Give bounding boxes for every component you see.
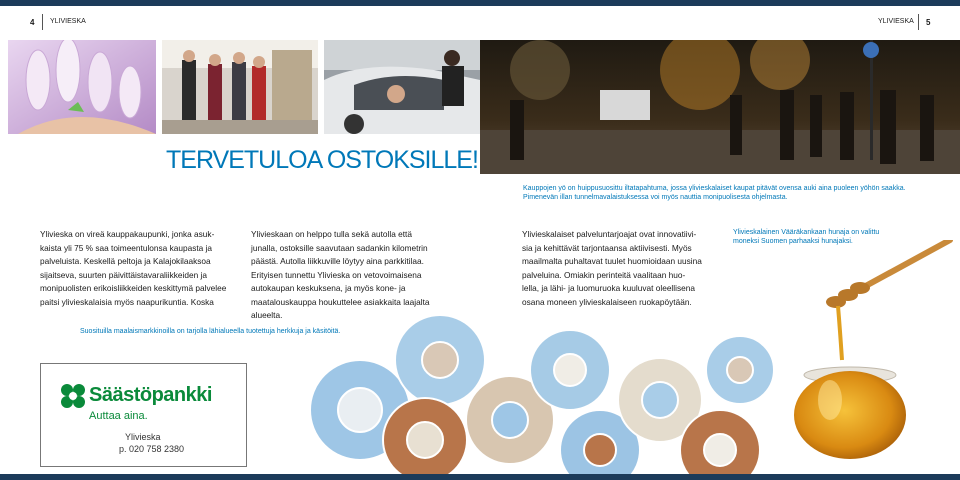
top-bar [0,0,960,6]
page-headline: TERVETULOA OSTOKSILLE! [166,146,478,174]
honey-jar-image [780,240,960,474]
caption-line: Ylivieskalainen Vääräkankaan hunaja on valittu [733,229,880,236]
shoppers-photo [162,40,318,134]
text-line: lella, ja lähi- ja luomuruoka kuuluvat oleellisena [522,283,695,293]
header-divider [918,14,919,30]
text-line: Ylivieska on vireä kauppakaupunki, jonka asuk- [40,229,215,239]
bank-slogan: Auttaa aina. [89,410,148,422]
bank-brand: Säästöpankki [89,384,212,406]
text-line: sijaitseva, suurten päivittäistavaraliikkeiden ja [40,269,207,280]
bank-phone: p. 020 758 2380 [119,444,185,454]
car-photo [324,40,480,134]
header-divider [42,14,43,30]
text-line: maailmalta puhaltavat tuulet huomioidaan uusina [522,256,702,266]
text-line: päästä. Autolla liikkuville löytyy aina parkkitilaa. [251,256,424,266]
text-line: osana moneen ylivieskalaiseen ruokapöytään. [522,296,692,307]
bank-logo-icon [59,382,87,410]
crochet-caption: Suosituilla maalaismarkkinoilla on tarjolla lähialueella tuotettuja herkkuja ja käsitöitä. [80,328,341,335]
right-page-number: 5 [926,18,931,27]
left-running-head: YLIVIESKA [50,18,86,25]
night-street-photo [480,40,960,174]
text-line: sia ja kehittävät tarjontaansa aktiivisesti. Myös [522,242,692,253]
crochet-doilies-image [300,300,780,474]
nails-photo [8,40,156,134]
text-line: maatalouskauppa houkuttelee asiakkaita laajalta [251,296,430,307]
text-line: paitsi ylivieskalaisia myös naapurikuntia. Koska [40,296,214,307]
bank-town: Ylivieska [125,432,161,442]
text-line: autokaupan keskuksena, ja myös kone- ja [251,283,406,293]
text-line: kaista yli 75 % saa toimeentulonsa kaupasta ja [40,242,213,253]
left-page-number: 4 [30,18,35,27]
caption-line: Pimenevän illan tunnelmavalaistuksessa voi myös nauttia monipuolisesta ohjelmasta. [523,194,788,201]
text-line: Ylivieskaan on helppo tulla sekä autolla että [251,229,412,239]
text-line: Erityisen tunnettu Ylivieska on vetovoimaisena [251,269,422,280]
bank-advertisement[interactable] [40,363,247,467]
text-line: Ylivieskalaiset palveluntarjoajat ovat innovatiivi- [522,229,697,239]
right-running-head: YLIVIESKA [878,18,914,25]
photo-caption [523,184,943,202]
body-column-3 [522,228,727,309]
text-line: monipuolisten erikoisliikkeiden keskittymä palvelee [40,283,227,293]
caption-line: Kauppojen yö on huippusuosittu iltatapahtuma, jossa ylivieskalaiset kaupat pitävät ovensa auki aina puoleen yöhön saakka. [523,185,906,192]
text-line: palveluina. Omiakin perinteitä vaalitaan huo- [522,269,686,280]
text-line: alueelta. [251,310,283,320]
caption-line: moneksi Suomen parhaaksi hunajaksi. [733,238,853,245]
text-line: palveluista. Keskellä peltoja ja Kalajokilaaksoa [40,256,211,266]
text-line: junalla, ostoksille saavutaan sadankin kilometrin [251,242,428,253]
body-column-1 [40,228,245,309]
bottom-bar [0,474,960,480]
